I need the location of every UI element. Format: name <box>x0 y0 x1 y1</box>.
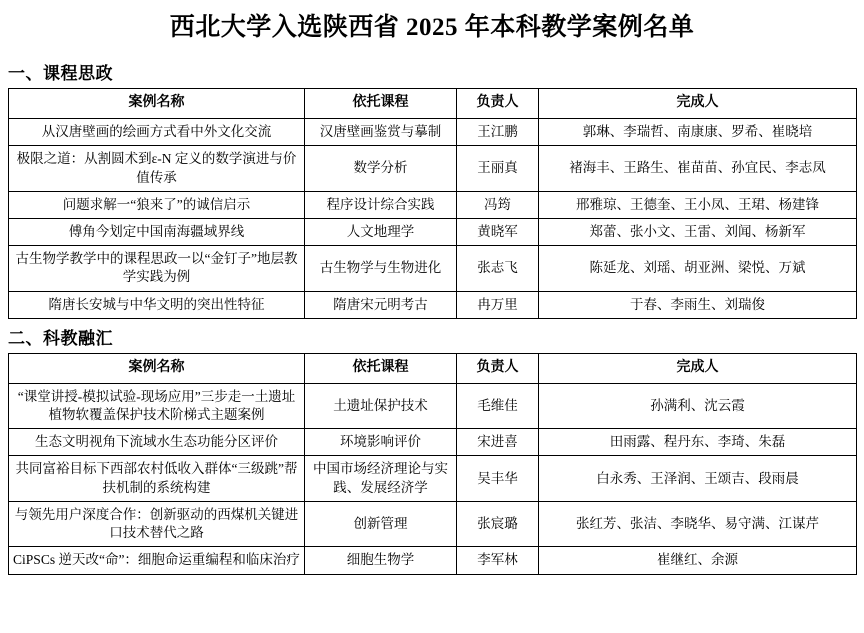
case-table-section-1 <box>8 88 857 319</box>
cell-course: 创新管理 <box>305 501 457 546</box>
table-header-row <box>9 89 857 119</box>
cell-case-name: 生态文明视角下流域水生态功能分区评价 <box>9 429 305 456</box>
cell-case-name: 问题求解一“狼来了”的诚信启示 <box>9 191 305 218</box>
cell-course: 土遗址保护技术 <box>305 383 457 428</box>
cell-case-name: 共同富裕目标下西部农村低收入群体“三级跳”帮扶机制的系统构建 <box>9 456 305 501</box>
column-header-leader: 负责人 <box>457 353 539 383</box>
cell-case-name: 极限之道：从割圆术到ε-N 定义的数学演进与价值传承 <box>9 146 305 191</box>
column-header-course: 依托课程 <box>305 89 457 119</box>
cell-case-name: 从汉唐壁画的绘画方式看中外文化交流 <box>9 119 305 146</box>
cell-members: 褚海丰、王路生、崔苗苗、孙宜民、李志凤 <box>539 146 857 191</box>
cell-leader: 张志飞 <box>457 246 539 291</box>
table-row <box>9 501 857 546</box>
cell-leader: 冯筠 <box>457 191 539 218</box>
table-row <box>9 119 857 146</box>
cell-members: 孙满利、沈云霞 <box>539 383 857 428</box>
cell-course: 中国市场经济理论与实践、发展经济学 <box>305 456 457 501</box>
cell-leader: 毛维佳 <box>457 383 539 428</box>
cell-course: 隋唐宋元明考古 <box>305 291 457 318</box>
cell-course: 程序设计综合实践 <box>305 191 457 218</box>
cell-case-name: “课堂讲授-模拟试验-现场应用”三步走一土遗址植物软覆盖保护技术阶梯式主题案例 <box>9 383 305 428</box>
cell-leader: 张宸璐 <box>457 501 539 546</box>
cell-members: 于春、李雨生、刘瑞俊 <box>539 291 857 318</box>
column-header-members: 完成人 <box>539 353 857 383</box>
column-header-members: 完成人 <box>539 89 857 119</box>
cell-members: 邢雅琼、王德奎、王小凤、王珺、杨建锋 <box>539 191 857 218</box>
table-header-row <box>9 353 857 383</box>
table-row <box>9 191 857 218</box>
cell-case-name: 与领先用户深度合作：创新驱动的西煤机关键进口技术替代之路 <box>9 501 305 546</box>
cell-course: 古生物学与生物进化 <box>305 246 457 291</box>
cell-members: 白永秀、王泽润、王颂吉、段雨晨 <box>539 456 857 501</box>
section-heading-2: 二、科教融汇 <box>8 328 113 348</box>
cell-course: 汉唐壁画鉴赏与摹制 <box>305 119 457 146</box>
cell-leader: 王江鹏 <box>457 119 539 146</box>
cell-course: 数学分析 <box>305 146 457 191</box>
page-title: 西北大学入选陕西省 2025 年本科教学案例名单 <box>169 14 695 41</box>
table-row <box>9 219 857 246</box>
cell-course: 细胞生物学 <box>305 547 457 574</box>
cell-members: 郑蕾、张小文、王雷、刘闻、杨新军 <box>539 219 857 246</box>
cell-leader: 李军林 <box>457 547 539 574</box>
cell-members: 张红芳、张洁、李晓华、易守满、江谋芹 <box>539 501 857 546</box>
column-header-case-name: 案例名称 <box>9 89 305 119</box>
cell-members: 田雨露、程丹东、李琦、朱磊 <box>539 429 857 456</box>
table-row <box>9 456 857 501</box>
cell-case-name: 古生物学教学中的课程思政一以“金钉子”地层教学实践为例 <box>9 246 305 291</box>
table-row <box>9 291 857 318</box>
cell-leader: 黄晓军 <box>457 219 539 246</box>
table-row <box>9 429 857 456</box>
cell-leader: 宋进喜 <box>457 429 539 456</box>
table-row <box>9 547 857 574</box>
cell-members: 崔继红、余源 <box>539 547 857 574</box>
cell-course: 人文地理学 <box>305 219 457 246</box>
cell-members: 陈延龙、刘瑶、胡亚洲、梁悦、万斌 <box>539 246 857 291</box>
cell-members: 郭琳、李瑞哲、南康康、罗希、崔晓培 <box>539 119 857 146</box>
cell-course: 环境影响评价 <box>305 429 457 456</box>
cell-leader: 冉万里 <box>457 291 539 318</box>
cell-leader: 吴丰华 <box>457 456 539 501</box>
column-header-course: 依托课程 <box>305 353 457 383</box>
cell-leader: 王丽真 <box>457 146 539 191</box>
section-heading-1: 一、课程思政 <box>8 64 113 84</box>
table-row <box>9 246 857 291</box>
table-row <box>9 146 857 191</box>
table-row <box>9 383 857 428</box>
cell-case-name: 隋唐长安城与中华文明的突出性特征 <box>9 291 305 318</box>
cell-case-name: 傅角今划定中国南海疆域界线 <box>9 219 305 246</box>
column-header-case-name: 案例名称 <box>9 353 305 383</box>
case-table-section-2 <box>8 353 857 575</box>
cell-case-name: CiPSCs 逆天改“命”：细胞命运重编程和临床治疗 <box>9 547 305 574</box>
column-header-leader: 负责人 <box>457 89 539 119</box>
